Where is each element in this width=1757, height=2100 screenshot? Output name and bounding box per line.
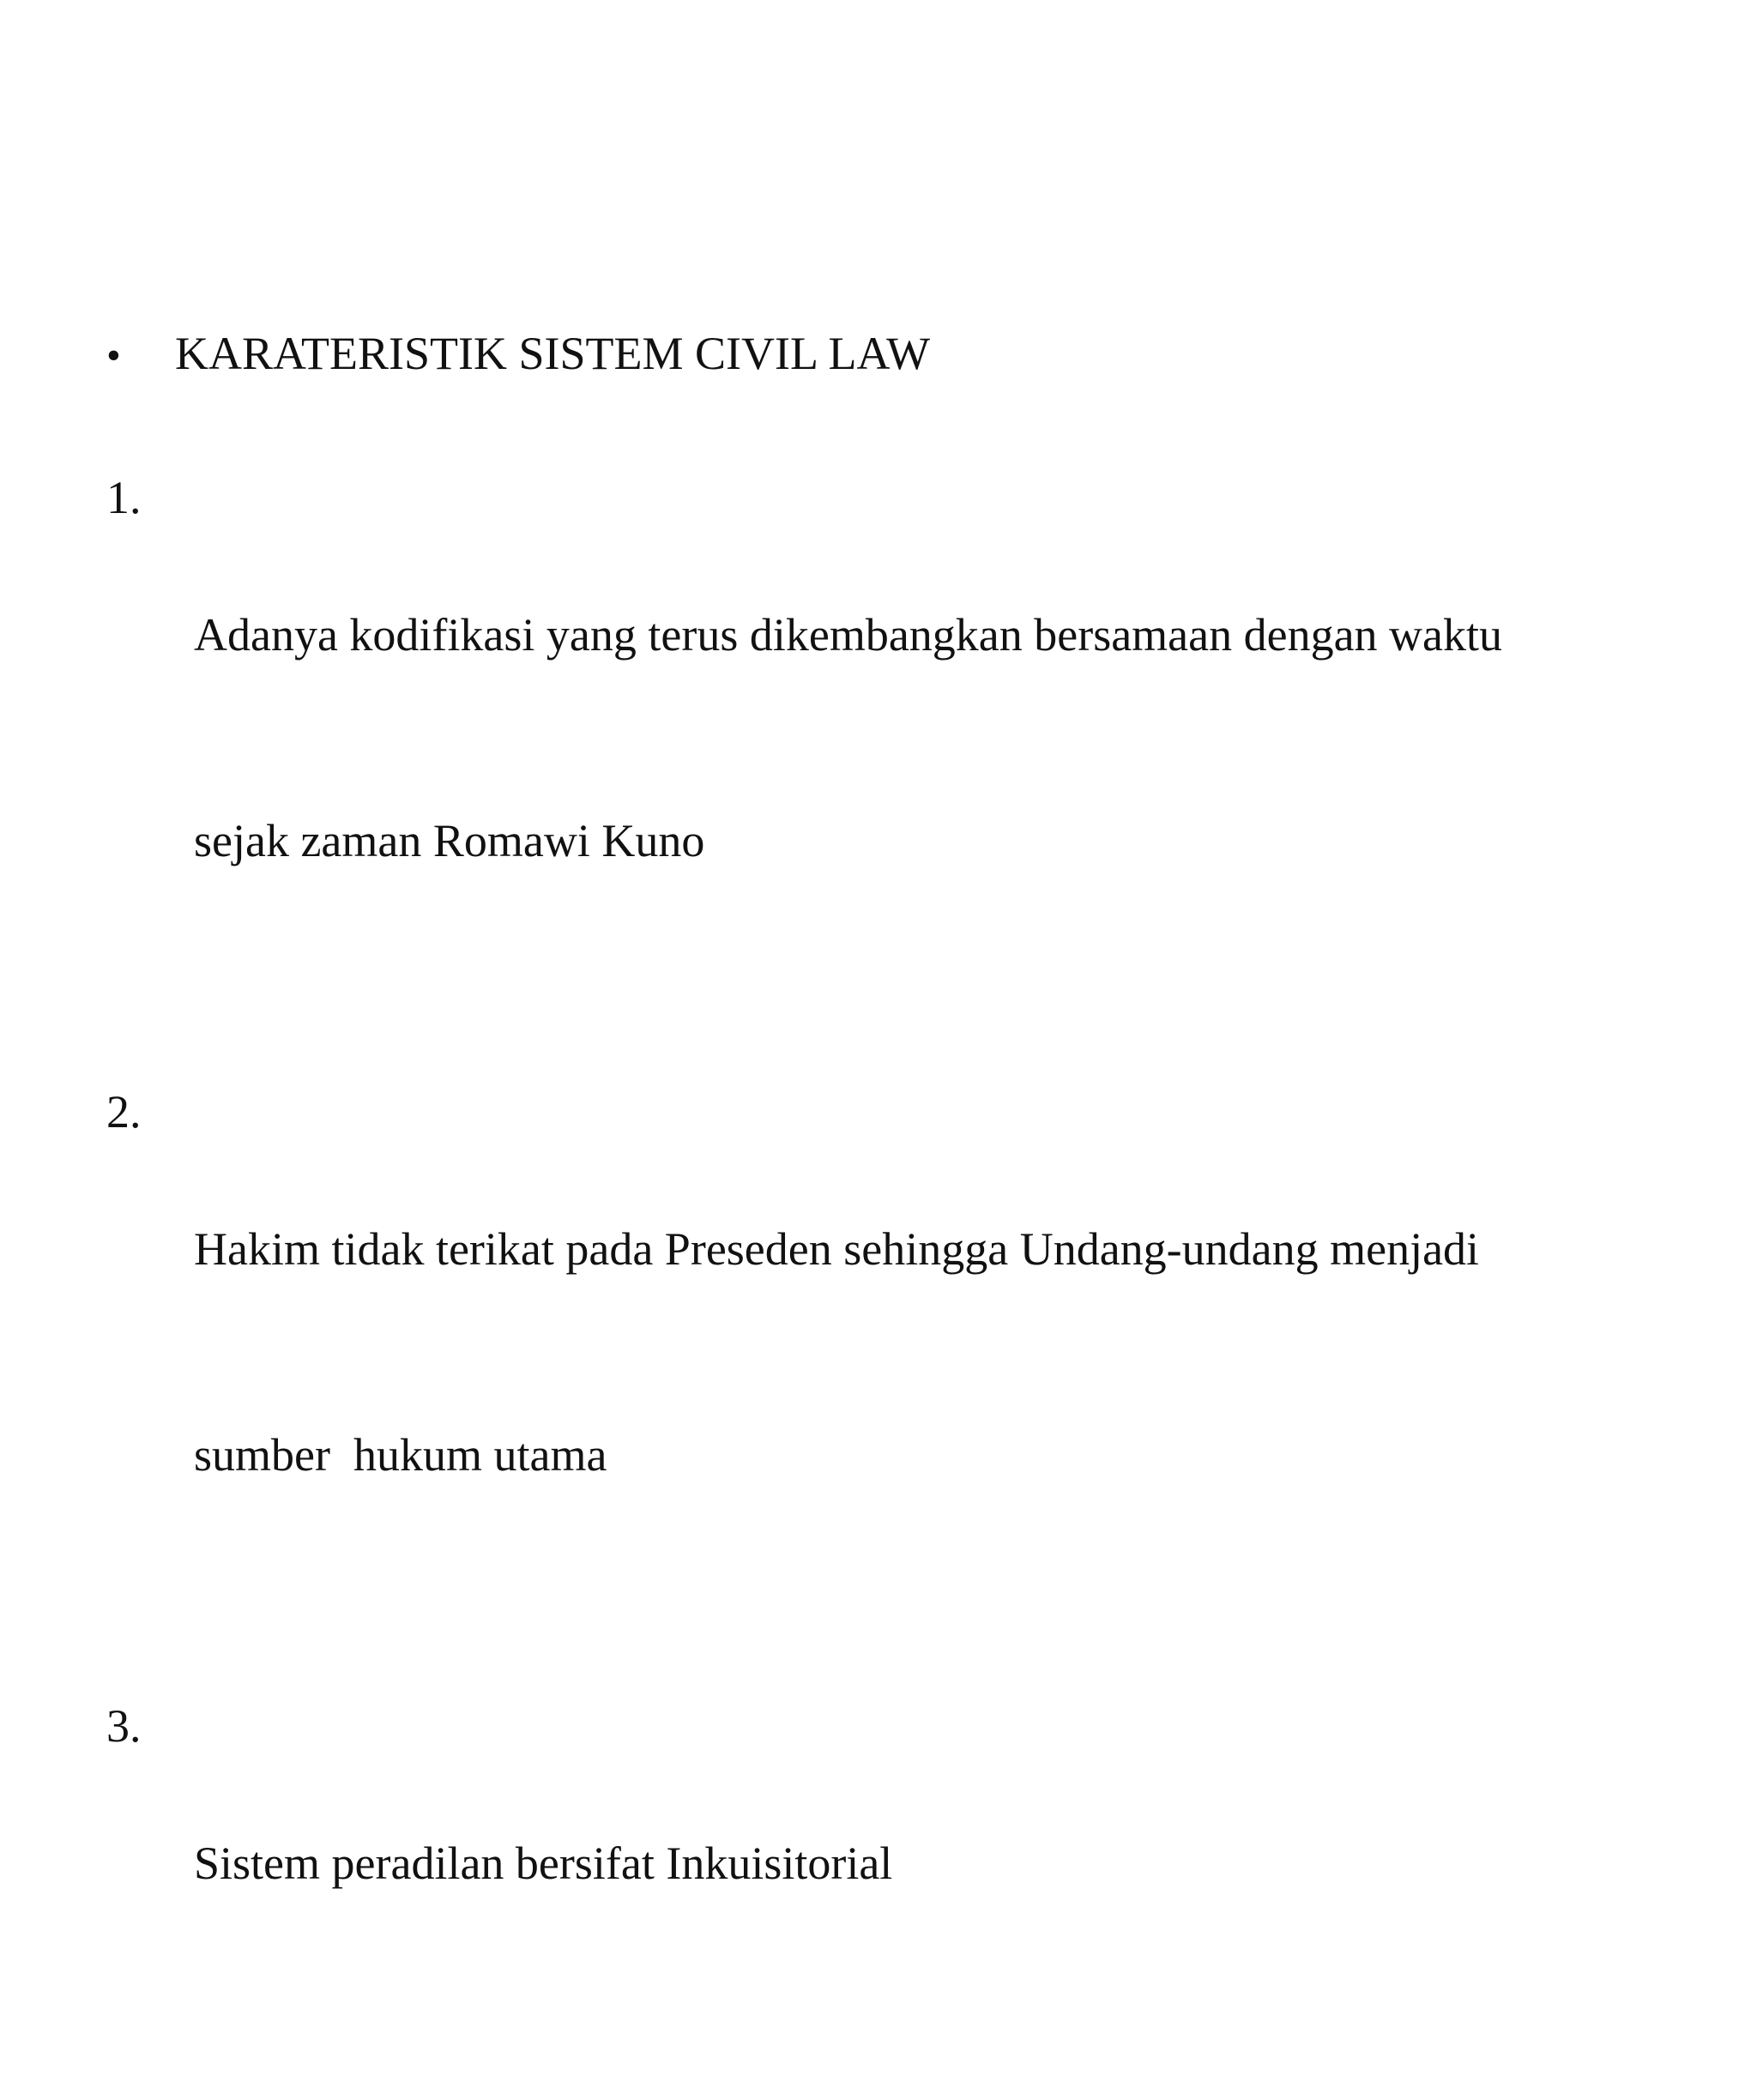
list-item-number: 3. bbox=[106, 1700, 142, 1752]
list-item-line: sejak zaman Romawi Kuno bbox=[194, 815, 705, 866]
list-item-number: 2. bbox=[106, 1086, 142, 1138]
heading-text: KARATERISTIK SISTEM CIVIL LAW bbox=[175, 328, 931, 379]
list-item-text bbox=[194, 1692, 1601, 2035]
list-item bbox=[106, 463, 1651, 1012]
list-item bbox=[106, 1077, 1651, 1626]
list-item-line: Adanya kodifikasi yang terus dikembangkan bersamaan dengan waktu bbox=[194, 609, 1503, 661]
numbered-list bbox=[106, 463, 1651, 2100]
list-item-line: Sistem peradilan bersifat Inkuisitorial bbox=[194, 1838, 893, 1889]
bullet-icon: • bbox=[106, 333, 121, 378]
list-item bbox=[106, 1692, 1651, 2035]
list-item-text bbox=[194, 463, 1601, 1012]
list-item-number: 1. bbox=[106, 472, 142, 523]
slide-heading bbox=[106, 326, 930, 382]
list-item-text bbox=[194, 1077, 1601, 1626]
list-item-line: Hakim tidak terikat pada Preseden sehingga Undang-undang menjadi bbox=[194, 1223, 1480, 1275]
list-item-line: sumber hukum utama bbox=[194, 1429, 607, 1481]
